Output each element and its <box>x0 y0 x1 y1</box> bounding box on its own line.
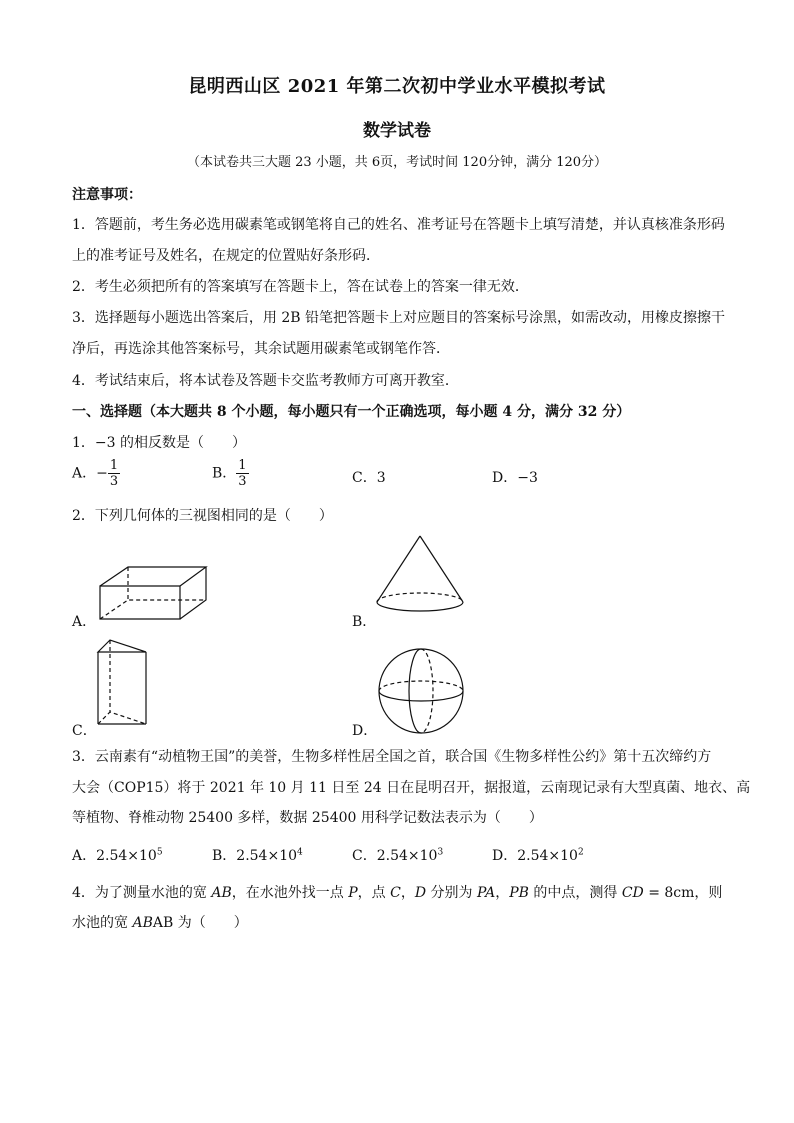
sphere-figure <box>376 646 466 736</box>
q2-option-b: B． <box>352 614 377 630</box>
q3-option-d: D．$2.54\times 10^2$ <box>492 847 584 864</box>
note-3a: 3．选择题每小题选出答案后，用 2B 铅笔把答题卡上对应题目的答案标号涂黑，如需改动，用橡皮擦擦干 <box>72 310 726 326</box>
q1-option-a <box>72 458 120 489</box>
note-2: 2．考生必须把所有的答案填写在答题卡上，答在试卷上的答案一律无效． <box>72 279 529 295</box>
note-4: 4．考试结束后，将本试卷及答题卡交监考教师方可离开教室． <box>72 373 459 389</box>
q3-option-c: C．$2.54\times 10^3$ <box>352 847 444 864</box>
q1-a-fraction: $\frac{1}{3}$ <box>109 458 119 489</box>
notes-heading: 注意事项： <box>72 187 142 203</box>
q1-b-fraction: $\frac{1}{3}$ <box>238 458 247 489</box>
q1-b-label: B． <box>212 465 237 482</box>
q2-stem: 2．下列几何体的三视图相同的是（ ） <box>72 508 333 524</box>
q3-option-a: A．$2.54\times 10^5$ <box>72 847 163 864</box>
cone-figure <box>374 534 466 614</box>
q3-line-3: 等植物、脊椎动物 25400 多样，数据 25400 用科学记数法表示为（ ） <box>72 810 543 826</box>
q1-option-b <box>212 458 249 489</box>
q1-stem: 1．−3 的相反数是（ ） <box>72 435 246 451</box>
exam-info: （本试卷共三大题 23 小题，共 6页，考试时间 120分钟，满分 120分） <box>186 155 608 170</box>
section-heading: 一、选择题（本大题共 8 个小题，每小题只有一个正确选项，每小题 4 分，满分 32 分） <box>72 404 631 420</box>
q1-a-label: A．− <box>72 465 108 482</box>
q2-option-a: A． <box>72 614 97 630</box>
q3-option-b: B．$2.54\times 10^4$ <box>212 847 303 864</box>
q3-line-1: 3．云南素有“动植物王国”的美誉，生物多样性居全国之首，联合国《生物多样性公约》第十五次缔约方 <box>72 749 712 765</box>
note-3b: 净后，再选涂其他答案标号，其余试题用碳素笔或钢笔作答． <box>72 341 450 357</box>
q4-line-1: 4．为了测量水池的宽 AB，在水池外找一点 P，点 C，D 分别为 PA，PB 的中点，测得 CD = 8cm，则 <box>72 885 723 901</box>
cuboid-figure <box>98 564 210 624</box>
q2-option-d: D． <box>352 723 378 739</box>
q3-line-2: 大会（COP15）将于 2021 年 10 月 11 日至 24 日在昆明召开，据报道，云南现记录有大型真菌、地衣、高 <box>72 780 751 796</box>
prism-figure <box>94 636 150 728</box>
q4-line-2: 水池的宽 ABAB 为（ ） <box>72 915 248 931</box>
q1-option-d: D．−3 <box>492 470 538 486</box>
subject-title: 数学试卷 <box>363 121 431 141</box>
page-title: 昆明西山区 2021 年第二次初中学业水平模拟考试 <box>188 76 606 97</box>
q1-option-c: C．3 <box>352 470 386 486</box>
note-1a: 1．答题前，考生务必选用碳素笔或钢笔将自己的姓名、准考证号在答题卡上填写清楚，并认真核准条形码 <box>72 217 725 233</box>
q2-option-c: C． <box>72 723 97 739</box>
note-1b: 上的准考证号及姓名，在规定的位置贴好条形码． <box>72 248 380 264</box>
